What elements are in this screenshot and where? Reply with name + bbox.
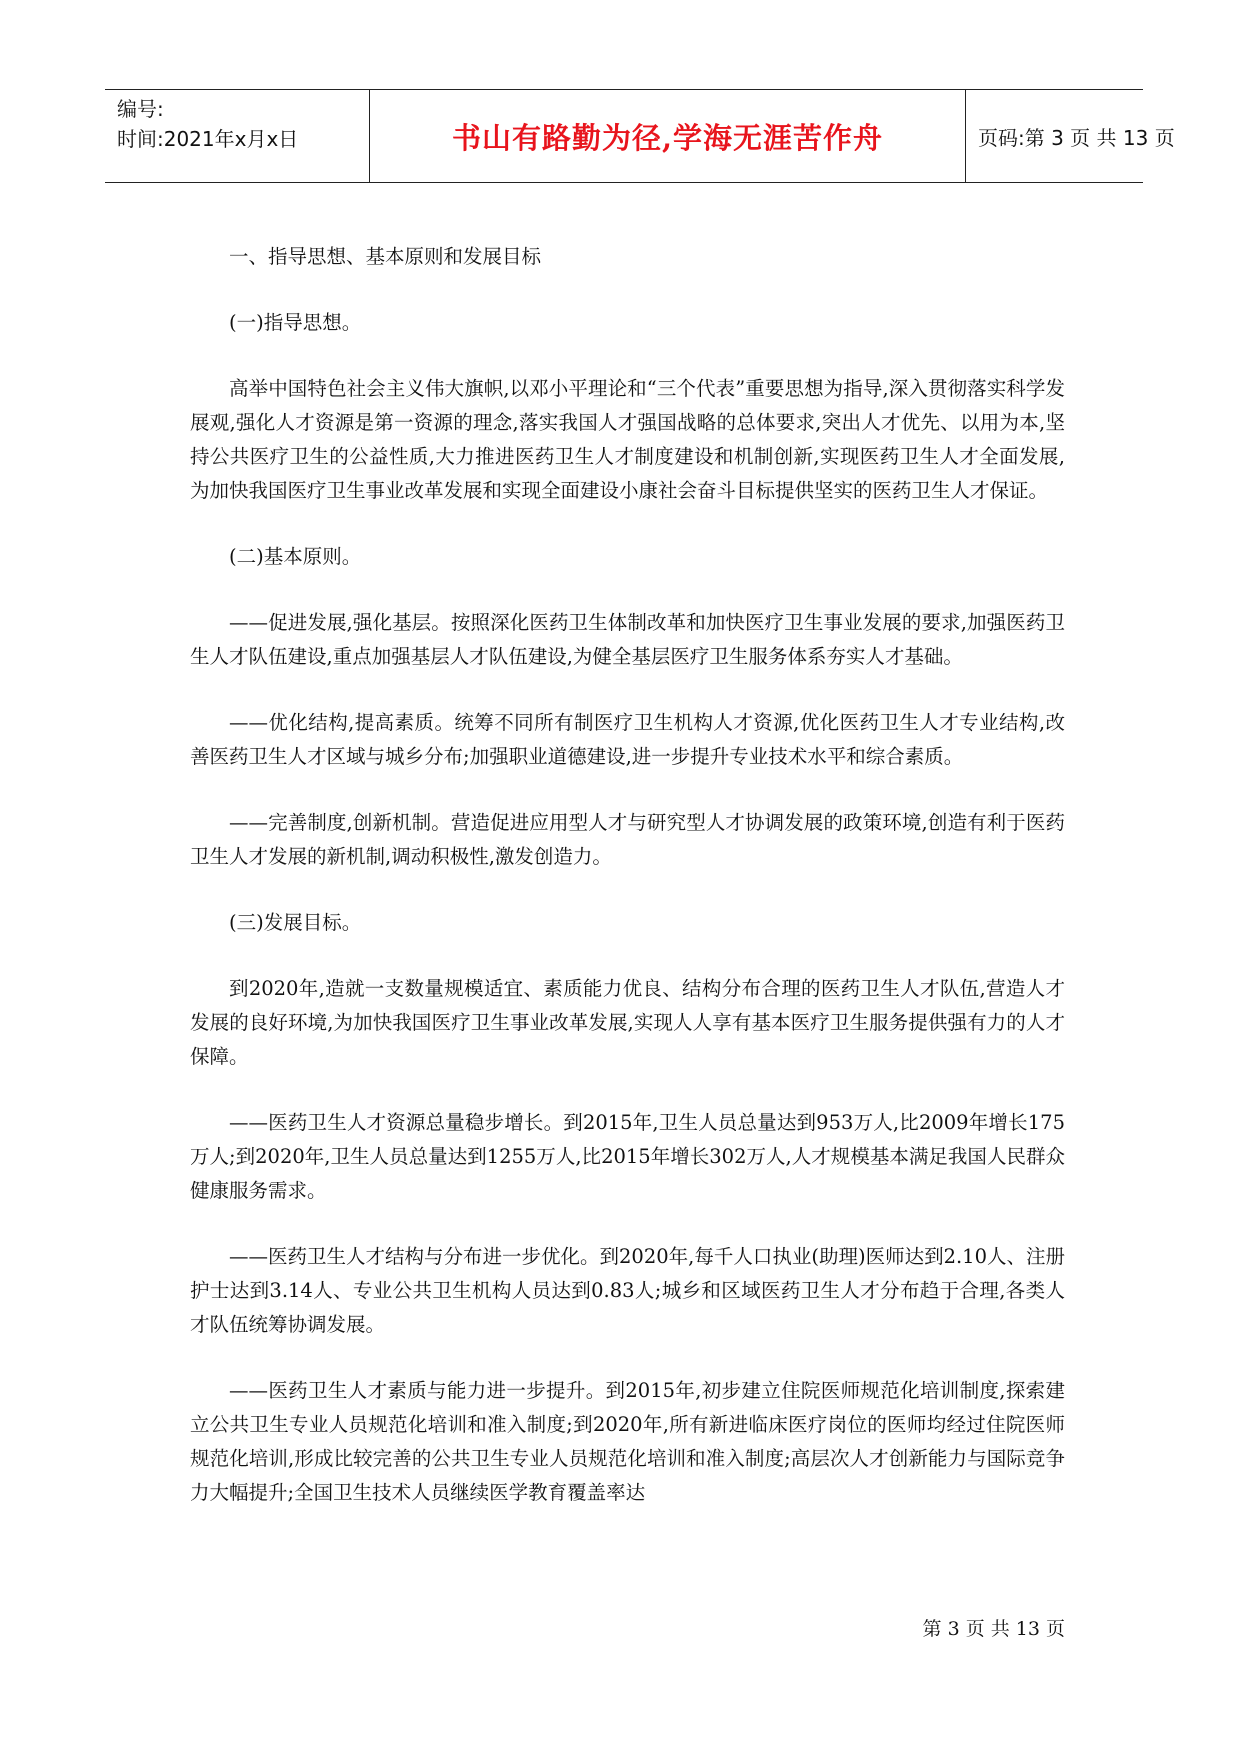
header-motto-cell	[370, 90, 966, 182]
paragraph-guiding-ideology: 高举中国特色社会主义伟大旗帜,以邓小平理论和“三个代表”重要思想为指导,深入贯彻落实科学发展观,强化人才资源是第一资源的理念,落实我国人才强国战略的总体要求,突出人才优先、以用为本,坚持公共医疗卫生的公益性质,大力推进医药卫生人才制度建设和机制创新,实现医药卫生人才全面发展,为加快我国医疗卫生事业改革发展和实现全面建设小康社会奋斗目标提供坚实的医药卫生人才保证。	[190, 377, 1065, 502]
document-body	[190, 240, 1065, 1542]
paragraph-goal-quality: ——医药卫生人才素质与能力进一步提升。到2015年,初步建立住院医师规范化培训制度,探索建立公共卫生专业人员规范化培训和准入制度;到2020年,所有新进临床医疗岗位的医师均经过住院医师规范化培训,形成比较完善的公共卫生专业人员规范化培训和准入制度;高层次人才创新能力与国际竞争力大幅提升;全国卫生技术人员继续医学教育覆盖率达	[190, 1379, 1065, 1504]
header-meta	[105, 90, 370, 182]
paragraph-goal-structure: ——医药卫生人才结构与分布进一步优化。到2020年,每千人口执业(助理)医师达到2.10人、注册护士达到3.14人、专业公共卫生机构人员达到0.83人;城乡和区域医药卫生人才分布趋于合理,各类人才队伍统筹协调发展。	[190, 1245, 1065, 1336]
page-footer: 第 3 页 共 13 页	[922, 1618, 1065, 1640]
header-page-cell	[966, 90, 1175, 182]
paragraph-principle-structure: ——优化结构,提高素质。统筹不同所有制医疗卫生机构人才资源,优化医药卫生人才专业结构,改善医药卫生人才区域与城乡分布;加强职业道德建设,进一步提升专业技术水平和综合素质。	[190, 711, 1065, 768]
paragraph-principle-system: ——完善制度,创新机制。营造促进应用型人才与研究型人才协调发展的政策环境,创造有利于医药卫生人才发展的新机制,调动积极性,激发创造力。	[190, 811, 1065, 868]
subsection-heading-basic-principles: (二)基本原则。	[229, 545, 362, 568]
paragraph-goal-total: ——医药卫生人才资源总量稳步增长。到2015年,卫生人员总量达到953万人,比2009年增长175万人;到2020年,卫生人员总量达到1255万人,比2015年增长302万人,人才规模基本满足我国人民群众健康服务需求。	[190, 1111, 1065, 1202]
paragraph-principle-development: ——促进发展,强化基层。按照深化医药卫生体制改革和加快医疗卫生事业发展的要求,加强医药卫生人才队伍建设,重点加强基层人才队伍建设,为健全基层医疗卫生服务体系夯实人才基础。	[190, 611, 1065, 668]
paragraph-goals-overview: 到2020年,造就一支数量规模适宜、素质能力优良、结构分布合理的医药卫生人才队伍,营造人才发展的良好环境,为加快我国医疗卫生事业改革发展,实现人人享有基本医疗卫生服务提供强有力的人才保障。	[190, 977, 1065, 1068]
section-heading: 一、指导思想、基本原则和发展目标	[229, 245, 542, 268]
subsection-heading-goals: (三)发展目标。	[229, 911, 362, 934]
header-motto: 书山有路勤为径,学海无涯苦作舟	[451, 120, 884, 155]
subsection-heading-guiding-ideology: (一)指导思想。	[229, 311, 362, 334]
header-page-label: 页码:第 3 页 共 13 页	[978, 125, 1175, 150]
document-time-label: 时间:2021年x月x日	[117, 127, 299, 151]
document-number-label: 编号:	[117, 97, 164, 121]
document-header	[105, 89, 1175, 183]
